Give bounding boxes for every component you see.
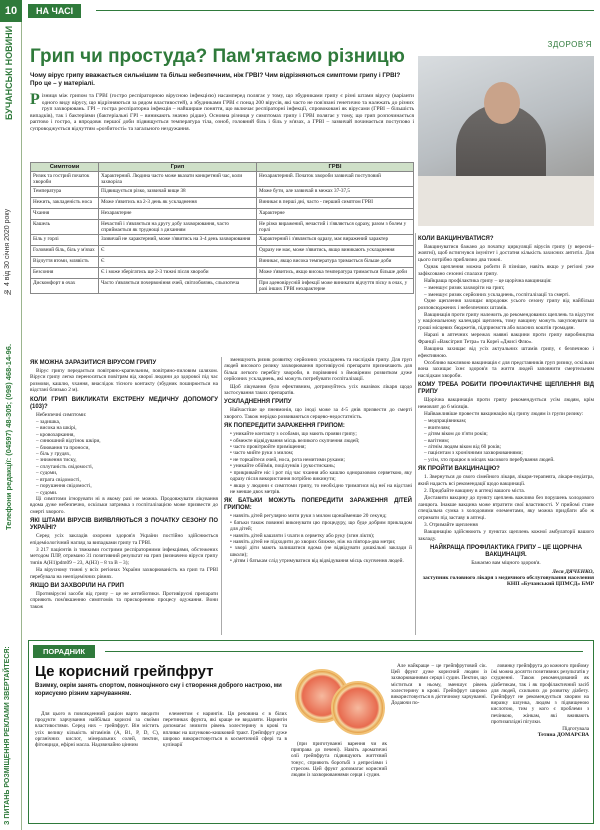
slogan: НАЙКРАЩА ПРОФІЛАКТИКА ГРИПУ – ЦЕ ЩОРІЧНА ВАКЦИНАЦІЯ. — [429, 545, 583, 559]
table-cell: Чхання — [31, 209, 99, 220]
list-item: – зменшує ризик серйозних ускладнень, госпіталізації та смерті. — [424, 292, 594, 298]
list-item: • уникайте контакту з особами, що мають прояви грипу; — [230, 431, 412, 437]
list-item: – висока на шкірі, — [36, 425, 218, 431]
sick-person-photo — [418, 56, 594, 226]
table-cell: Характерний і з'являється одразу, має виражений характер — [257, 235, 414, 246]
step-item: 1. Звернуться до свого сімейного лікаря, лікаря-терапевта, лікаря-педіатра, який надасть всі рекомендації щодо вакцинації. — [418, 474, 594, 487]
table-cell: Нехарактерний. Початок хвороби зазвичай поступовий — [257, 172, 414, 187]
list-item: – літнім людям віком від 60 років; — [424, 444, 594, 450]
list-item: – усім, хто працює в місцях масового перебування людей. — [424, 457, 594, 463]
advice-column — [35, 711, 159, 749]
dropcap: Р — [30, 91, 40, 108]
table-cell: Виникає, якщо висока температура тримається більше доби — [257, 257, 414, 268]
author-name: Леся ДЯЧЕНКО, — [552, 568, 594, 575]
wish: Бажаємо вам міцного здоров'я. — [471, 560, 541, 567]
subheading: КОМУ ТРЕБА РОБИТИ ПРОФІЛАКТИЧНЕ ЩЕПЛЕННЯ ВІД ГРИПУ — [418, 382, 594, 396]
paragraph: Однe щеплення захищає впродовж усього сезону грипу від найбільш розповсюджених і небезпечних штамів. — [418, 298, 594, 311]
table-row — [31, 172, 414, 187]
table-cell: Є і може зберігатись ще 2-3 тижні після хвороби — [99, 268, 257, 279]
list-item: • часто мийте руки з милом; — [230, 450, 412, 456]
issue-info: № 4 від 30 січня 2020 року — [4, 208, 11, 295]
list-item: • уникайте обіймів, поцілунків і рукостискань; — [230, 463, 412, 469]
table-cell: Часто з'являється почервоніння очей, світлобоязнь, сльозотеча — [99, 279, 257, 294]
advice-lead: Взимку, окрім занять спортом, повноцінного сну і створення доброго настрою, ми кориcуємо різним харчуванням. — [35, 683, 282, 697]
top-rule — [96, 10, 594, 11]
list-item: • часто провітрюйте приміщення; — [230, 444, 412, 450]
children-tips-list — [224, 513, 412, 564]
column-divider — [415, 233, 416, 635]
table-cell: Відчуття втоми, млявість — [31, 257, 99, 268]
subheading: ЯКЩО ВИ ЗАХВОРІЛИ НА ГРИП — [30, 582, 124, 589]
list-item: • навчіть дітей кашляти і чхати в серветку або руку (згин ліктя); — [230, 533, 412, 539]
list-item: • не торкайтеся очей, носа, рота немитими руками; — [230, 457, 412, 463]
vaccine-benefits-list — [418, 285, 594, 298]
symptoms-table — [30, 162, 414, 294]
paragraph: Найважливіше провести вакцинацію від грипу людям із групи ризику: — [424, 410, 584, 417]
list-item: – синюшний відтінок шкіри, — [36, 438, 218, 444]
list-item: – судоми, — [36, 470, 218, 476]
page-number: 10 — [0, 0, 22, 22]
table-row — [31, 246, 414, 257]
table-header: Симптоми — [31, 163, 99, 172]
list-item: – вчителям; — [424, 425, 594, 431]
danger-symptoms-list — [30, 419, 218, 496]
list-item: • прикривайте ніс і рот під час чхання або кашлю одноразовою серветкою, яку одразу після використання потрібно викинути; — [230, 470, 412, 483]
table-row — [31, 235, 414, 246]
paragraph: Найкраща профілактика грипу – це щорічна вакцинація: — [424, 278, 552, 285]
list-item: – біль у грудях, — [36, 451, 218, 457]
table-cell: Може з'явитись, якщо висока температура тримається більше доби — [257, 268, 414, 279]
subheading: ЯК МОЖНА ЗАРАЗИТИСЯ ВІРУСОМ ГРИПУ — [30, 360, 157, 366]
advice-tab: ПОРАДНИК — [33, 645, 95, 658]
table-cell: Виникає в перші дні, часто - перший симптом ГРВІ — [257, 198, 414, 209]
subheading: КОЛИ ГРИП ВИКЛИКАТИ ЕКСТРЕНУ МЕДИЧНУ ДОПОМОГУ (103)? — [30, 396, 218, 410]
table-cell: Нежить, закладеність носа — [31, 198, 99, 209]
column-c — [418, 233, 594, 587]
subheading: КОЛИ ВАКЦИНУВАТИСЯ? — [418, 236, 494, 242]
editorial-phones: Телефони редакції: (04597) 48-305; (098) 468-14-96. — [4, 343, 13, 530]
paragraph: (при приготуванні варення чи як приправа до печені). Навіть ароматичні олії грейпфрута підвищують життєвий тонус, сприяють боротьбі з депресіями і стресом. Цей фрукт допомагає корисний людям із захворюваннями серця і судин. — [291, 741, 387, 779]
list-item: • обмежте відвідування місць великого скупчення людей; — [230, 438, 412, 444]
table-row — [31, 257, 414, 268]
paragraph: Особливо важливою вакцинація є для представників груп ризику, оскільки вона захищає їхнє здоров'я та життя людей заповнити смертельним наслідкам хвороби. — [418, 359, 594, 379]
newspaper-title: БУЧАНСЬКІ НОВИНИ — [4, 25, 14, 120]
paragraph: елементом є нарингін. Ця речовина є в білих перетинках фрукта, які краще не видаляти. Нарингін допомагає знизити рівень холестерину в крові та впливає на шлунково-кишковий тракт. Грейпфрут дуже широко використовується в косметичній сфері та в кулінарії — [163, 711, 287, 749]
paragraph: Але найкраще – це грейпфрутовий сік. Цей фрукт дуже корисний людям із захворюваннями серця і судин. Пектин, що міститься в ньому, зменшує рівень холестерину в крові. Грейпфрут широко використовується в дієтичному харчуванні. Додаючи по- — [391, 663, 487, 707]
list-item: • хворі діти мають залишатися вдома (не відвідувати дошкільні заклади й школи); — [230, 545, 412, 558]
list-item: – судоми. — [36, 490, 218, 496]
photo-blanket — [418, 176, 594, 226]
advice-column — [391, 663, 487, 707]
list-item: – зменшує ризик захворіти на грип; — [424, 285, 594, 291]
table-row — [31, 279, 414, 294]
column-divider — [221, 357, 222, 635]
table-cell: Головний біль, біль у м'язах — [31, 246, 99, 257]
table-cell: Є — [99, 257, 257, 268]
prevention-tips-list — [224, 431, 412, 495]
subheading: ЯК БАТЬКИ МОЖУТЬ ПОПЕРЕДИТИ ЗАРАЖЕННЯ ДІТЕЙ ГРИПОМ: — [224, 498, 412, 512]
table-cell: Одразу не має, може з'явитись, якщо виникають ускладнення — [257, 246, 414, 257]
table-cell: Кашель — [31, 220, 99, 235]
table-row — [31, 198, 414, 209]
list-item: – втрата свідомості, — [36, 477, 218, 483]
table-cell: Біль у горлі — [31, 235, 99, 246]
list-item: – медпрацівникам; — [424, 418, 594, 424]
table-cell: Ризик та гострий початок хвороби — [31, 172, 99, 187]
paragraph: Серед усіх закладів охорони здоров'я України постійно здійснюється епідеміологічний нагляд за випадками грипу та ГРВІ. — [30, 533, 218, 546]
list-item: – порушення свідомості, — [36, 483, 218, 489]
list-item: – пацієнтам з хронічними захворюваннями; — [424, 450, 594, 456]
advice-column — [291, 741, 387, 779]
paragraph: Найчастіше це пневмонія, що іноді може за 4-5 днів призвести до смерті хворого. Також нерідко розвиваються серцево-недостатність. — [224, 407, 412, 420]
paragraph: зменшують ризик розвитку серйозних ускладнень та наслідків грипу. Для груп людей високого ризику захворювання противірусні препарати призначають для більш легкого перебігу хвороби, в порівнянні з ймовірним розвитком дуже серйозних ускладнень, які можуть потребувати госпіталізації. — [224, 357, 412, 383]
advice-author: Тетяна ДОМАРЄВА — [537, 732, 589, 739]
table-cell: Зазвичай не характерний, може з'явитись на 3-4 день захворювання — [99, 235, 257, 246]
paragraph: Наразі в аптечних мережах наявні вакцини проти грипу виробництва Франції «Ваксігрип Тетра» та Кореї «Джисі Флю». — [418, 332, 594, 345]
list-item: – вагітним; — [424, 438, 594, 444]
table-header: Грип — [99, 163, 257, 172]
subheading: ЯК ПОПЕРЕДИТИ ЗАРАЖЕННЯ ГРИПОМ: — [224, 423, 345, 430]
table-row — [31, 268, 414, 279]
table-cell: Є — [99, 246, 257, 257]
prepared-label: Підготувала — [562, 726, 589, 733]
paragraph: Щорічна вакцинація проти грипу рекомендується усім людям, крім немовлят до 6 місяців. — [418, 397, 594, 410]
grapefruit-image — [291, 661, 387, 739]
section-label: ЗДОРОВ'Я — [547, 40, 592, 49]
article-headline: Грип чи простуда? Пам'ятаємо різницю — [30, 46, 405, 67]
list-item: – задишка, — [36, 419, 218, 425]
paragraph: Щоб лікування було ефективним, дотримуйтесь усіх вказівок лікаря щодо застосування таких препаратів. — [224, 383, 412, 397]
table-cell: Характерне — [257, 209, 414, 220]
list-item: • навчіть дітей регулярно мити руки з милом щонайменше 20 секунд; — [230, 513, 412, 519]
list-item: – дітям віком до п'яти років; — [424, 431, 594, 437]
table-cell: Може бути, але зазвичай в межах 37-37,5 — [257, 187, 414, 198]
rubric-label: НА ЧАСІ — [28, 4, 81, 18]
author-role: заступник головного лікаря з медичного обслуговування населення КНП «Бучанський ЦПМСД» БМР — [422, 574, 594, 587]
step-item: 2. Придбайте вакцину в аптеці вашого міста. — [424, 488, 525, 494]
table-cell: Дискомфорт в очах — [31, 279, 99, 294]
paragraph: Небезпечні симптоми: — [36, 411, 87, 418]
list-item: • якщо у людини є симптоми грипу, то необхідно триматися від неї на відстані не менше двох метрів. — [230, 483, 412, 496]
subheading: ЯК ПРОЙТИ ВАКЦИНАЦІЮ? — [418, 466, 500, 473]
paragraph: Вакцина захищає від усіх актуальних штамів грипу, є безпечною і ефективною. — [418, 346, 594, 359]
ads-info: З ПИТАНЬ РОЗМІЩЕННЯ РЕКЛАМИ ЗВЕРТАЙТЕСЯ: — [4, 646, 11, 825]
paragraph: Вакцинація проти грипу належить до рекомендованих щеплень та відсутнє у національному календарі щеплень, тому вакцину можуть закуповувати за гроші місцевих бюджетів, підприємств або власних коштів громадян. — [418, 312, 594, 331]
paragraph: Однак щеплення можна робити й пізніше, навіть якщо у регіоні уже зафіксовано сезонні спалахи грипу. — [418, 264, 594, 277]
paragraph: Ці симптоми ігнорувати ні в якому разі не можна. Продовжувати лікування вдома дуже небезпечно, оскільки затримка з госпіталізацією може призвести до смерті хворого. — [30, 495, 218, 515]
table-cell: Нехарактерне — [99, 209, 257, 220]
table-cell: Безсоння — [31, 268, 99, 279]
paragraph: Вакцинуватися бажано до початку циркуляції вірусів грипу (у вересні–жовтні), щоб встигнувся імунітет і достатня кількість захисних антитіл. Для цього потрібно приблизно два тижні. — [418, 244, 594, 263]
list-item: • навчіть дітей не підходити до хворих ближче, ніж на півтора-два метри; — [230, 539, 412, 545]
article-lead: Чому вірус грипу вважається сильнішим та більш небезпечним, ніж ГРВІ? Чим відрізняються симптоми грипу і ГРВІ? Про це – у матеріалі. — [30, 72, 401, 87]
table-cell: Може з'явитись на 2-3 день як ускладнення — [99, 198, 257, 209]
advice-box — [28, 640, 594, 824]
list-item: – кровохаркання, — [36, 432, 218, 438]
table-cell: При аденовірусній інфекції може виникати відчуття піску в очах, у разі інших ГРВІ нехарактерне — [257, 279, 414, 294]
subheading: УСКЛАДНЕННЯ ГРИПУ — [224, 399, 292, 406]
paragraph: З 217 пацієнтів із тяжкими гострими респіраторними інфекціями, обстежених методом ПЛР, отримано 31 позитивний результат на грип (визначено віруси грипу типів А(H1)pdm09 – 23, А(H3) – 8 та В – 3); — [30, 546, 218, 566]
advice-title: Це корисний грейпфрут — [35, 663, 214, 680]
paragraph: Противірусні засоби від грипу – це не антибіотики. Противірусні препарати сприяють пом'якшенню симптомів та прискоренню процесу одужання. Вони також — [30, 590, 218, 610]
table-cell: Не різко виражений, нечастий і з'являється одразу, разом з болем у горлі — [257, 220, 414, 235]
step-item: 3. Отримайте щеплення — [424, 522, 478, 529]
vaccination-steps — [418, 474, 594, 542]
list-item: – зниження тиску, — [36, 457, 218, 463]
subheading: ЯКІ ШТАМИ ВІРУСІВ ВИЯВЛЯЮТЬСЯ З ПОЧАТКУ СЕЗОНУ ПО УКРАЇНІ? — [30, 518, 218, 532]
table-row — [31, 220, 414, 235]
list-item: – сплутаність свідомості, — [36, 464, 218, 470]
step-item: Вакцинацію здійснюють у пунктах щеплень кожної амбулаторії вашого закладу. — [418, 529, 594, 542]
advice-column — [491, 663, 589, 738]
table-row — [31, 209, 414, 220]
table-cell: Нечастий і з'являється на другу добу захворювання, часто сприймається як труднощі з диханням — [99, 220, 257, 235]
paragraph: Вірус грипу передається повітряно-крапельним, повітряно-пиловим шляхом. Віруси грипу легко переносяться повітрям від хворої людини до здорової під час розмови, кашлю, чхання, внаслідок тісного контакту (збудник поширюється на відстані близько 2 м). — [30, 368, 218, 394]
table-cell: Характерний. Людина часто може вказати конкретний час, коли захворіла — [99, 172, 257, 187]
paragraph: Для цього в повсякденний раціон варто вводити продукти харчування найбільш корисні за своїми властивостями. Серед них – грейпфрут. Він містить усіх велику кількість вітамінів (А, B1, P, D, C), органічних кислот, мінеральних солей, пектин, фітонциди, ефірні масла. Надзвичайно цінним — [35, 711, 159, 749]
advice-column — [163, 711, 287, 749]
table-cell: Підвищується різко, зазвичай вище 38 — [99, 187, 257, 198]
paragraph: ловинку грейпфрута до кожного прийому їжі можна досягти позитивних результатів у схудненні. Також рекомендований як діабетикам, так і як профілактичний засіб для людей, схильних до розвитку діабету. Грейпфрут не рекомендується хворим на виразку шлунка, людям з підвищеною кислотою, тим у кого є проблеми з печінкою, жінкам, які вживають протизаплідні пігулки. — [491, 663, 589, 725]
column-a — [30, 357, 218, 611]
sidebar — [0, 0, 22, 830]
article-intro — [30, 93, 414, 133]
step-item: Доставити вакцину до пункту щеплень важливо без порушень холодового ланцюга. Інакше вакцина може втратити свої властивості. У прийомі стане спеціальна сумка з холодовими елементами, яку можна придбати або ж отримати під заставу в аптеці. — [418, 495, 594, 521]
list-item: • батьки також повинні виконувати цю процедуру, що буде добрим прикладом для дітей; — [230, 520, 412, 533]
risk-group-list — [418, 418, 594, 463]
intro-text: ізниця між грипом та ГРВІ (гостро респіраторною вірусною інфекцією) насамперед полягає у тому, що збудниками грипу є різні штами вірусу (варіанти одного виду вірусу, що відрізняються за рядом властивостей), а збудниками ГРВІ є понад 200 вірусів, які часто не пов'язані генетично та належать до різних груп захворювань. ГРІ – гостра респіраторна інфекція – найширше поняття, що включає респіраторні інфекції, спровоковані як вірусами (ГРВІ – більшість випадків), так і бактеріями (бактеріальні ГРІ – виникають значно рідше). Основна різниця у симптомах грипу і ГРВІ полягає у тому, що грип розпочинається раптово і гостро, а впродовж першої доби підвищується температура тіла, озноб, головний біль і біль у м'язах, а ГРВІ – зазвичай починається поступово і супроводжується відчуттям «розбитості» та загального нездужання. — [30, 93, 414, 132]
table-cell: Температура — [31, 187, 99, 198]
advice-rule — [105, 651, 583, 652]
table-header: ГРВІ — [257, 163, 414, 172]
photo-head — [484, 82, 520, 124]
list-item: – блювання та проноси, — [36, 445, 218, 451]
column-b — [224, 357, 412, 565]
paragraph: На вірусному тижні у всіх регіонах України захворюваність на грип та ГРВІ перебувала на неепідемічних рівнях. — [30, 567, 218, 580]
list-item: • дітям і батькам слід утримуватися від відвідування місць скупчення людей. — [230, 558, 412, 564]
grapefruit-half — [331, 681, 385, 735]
table-row — [31, 187, 414, 198]
table-header-row — [31, 163, 414, 172]
